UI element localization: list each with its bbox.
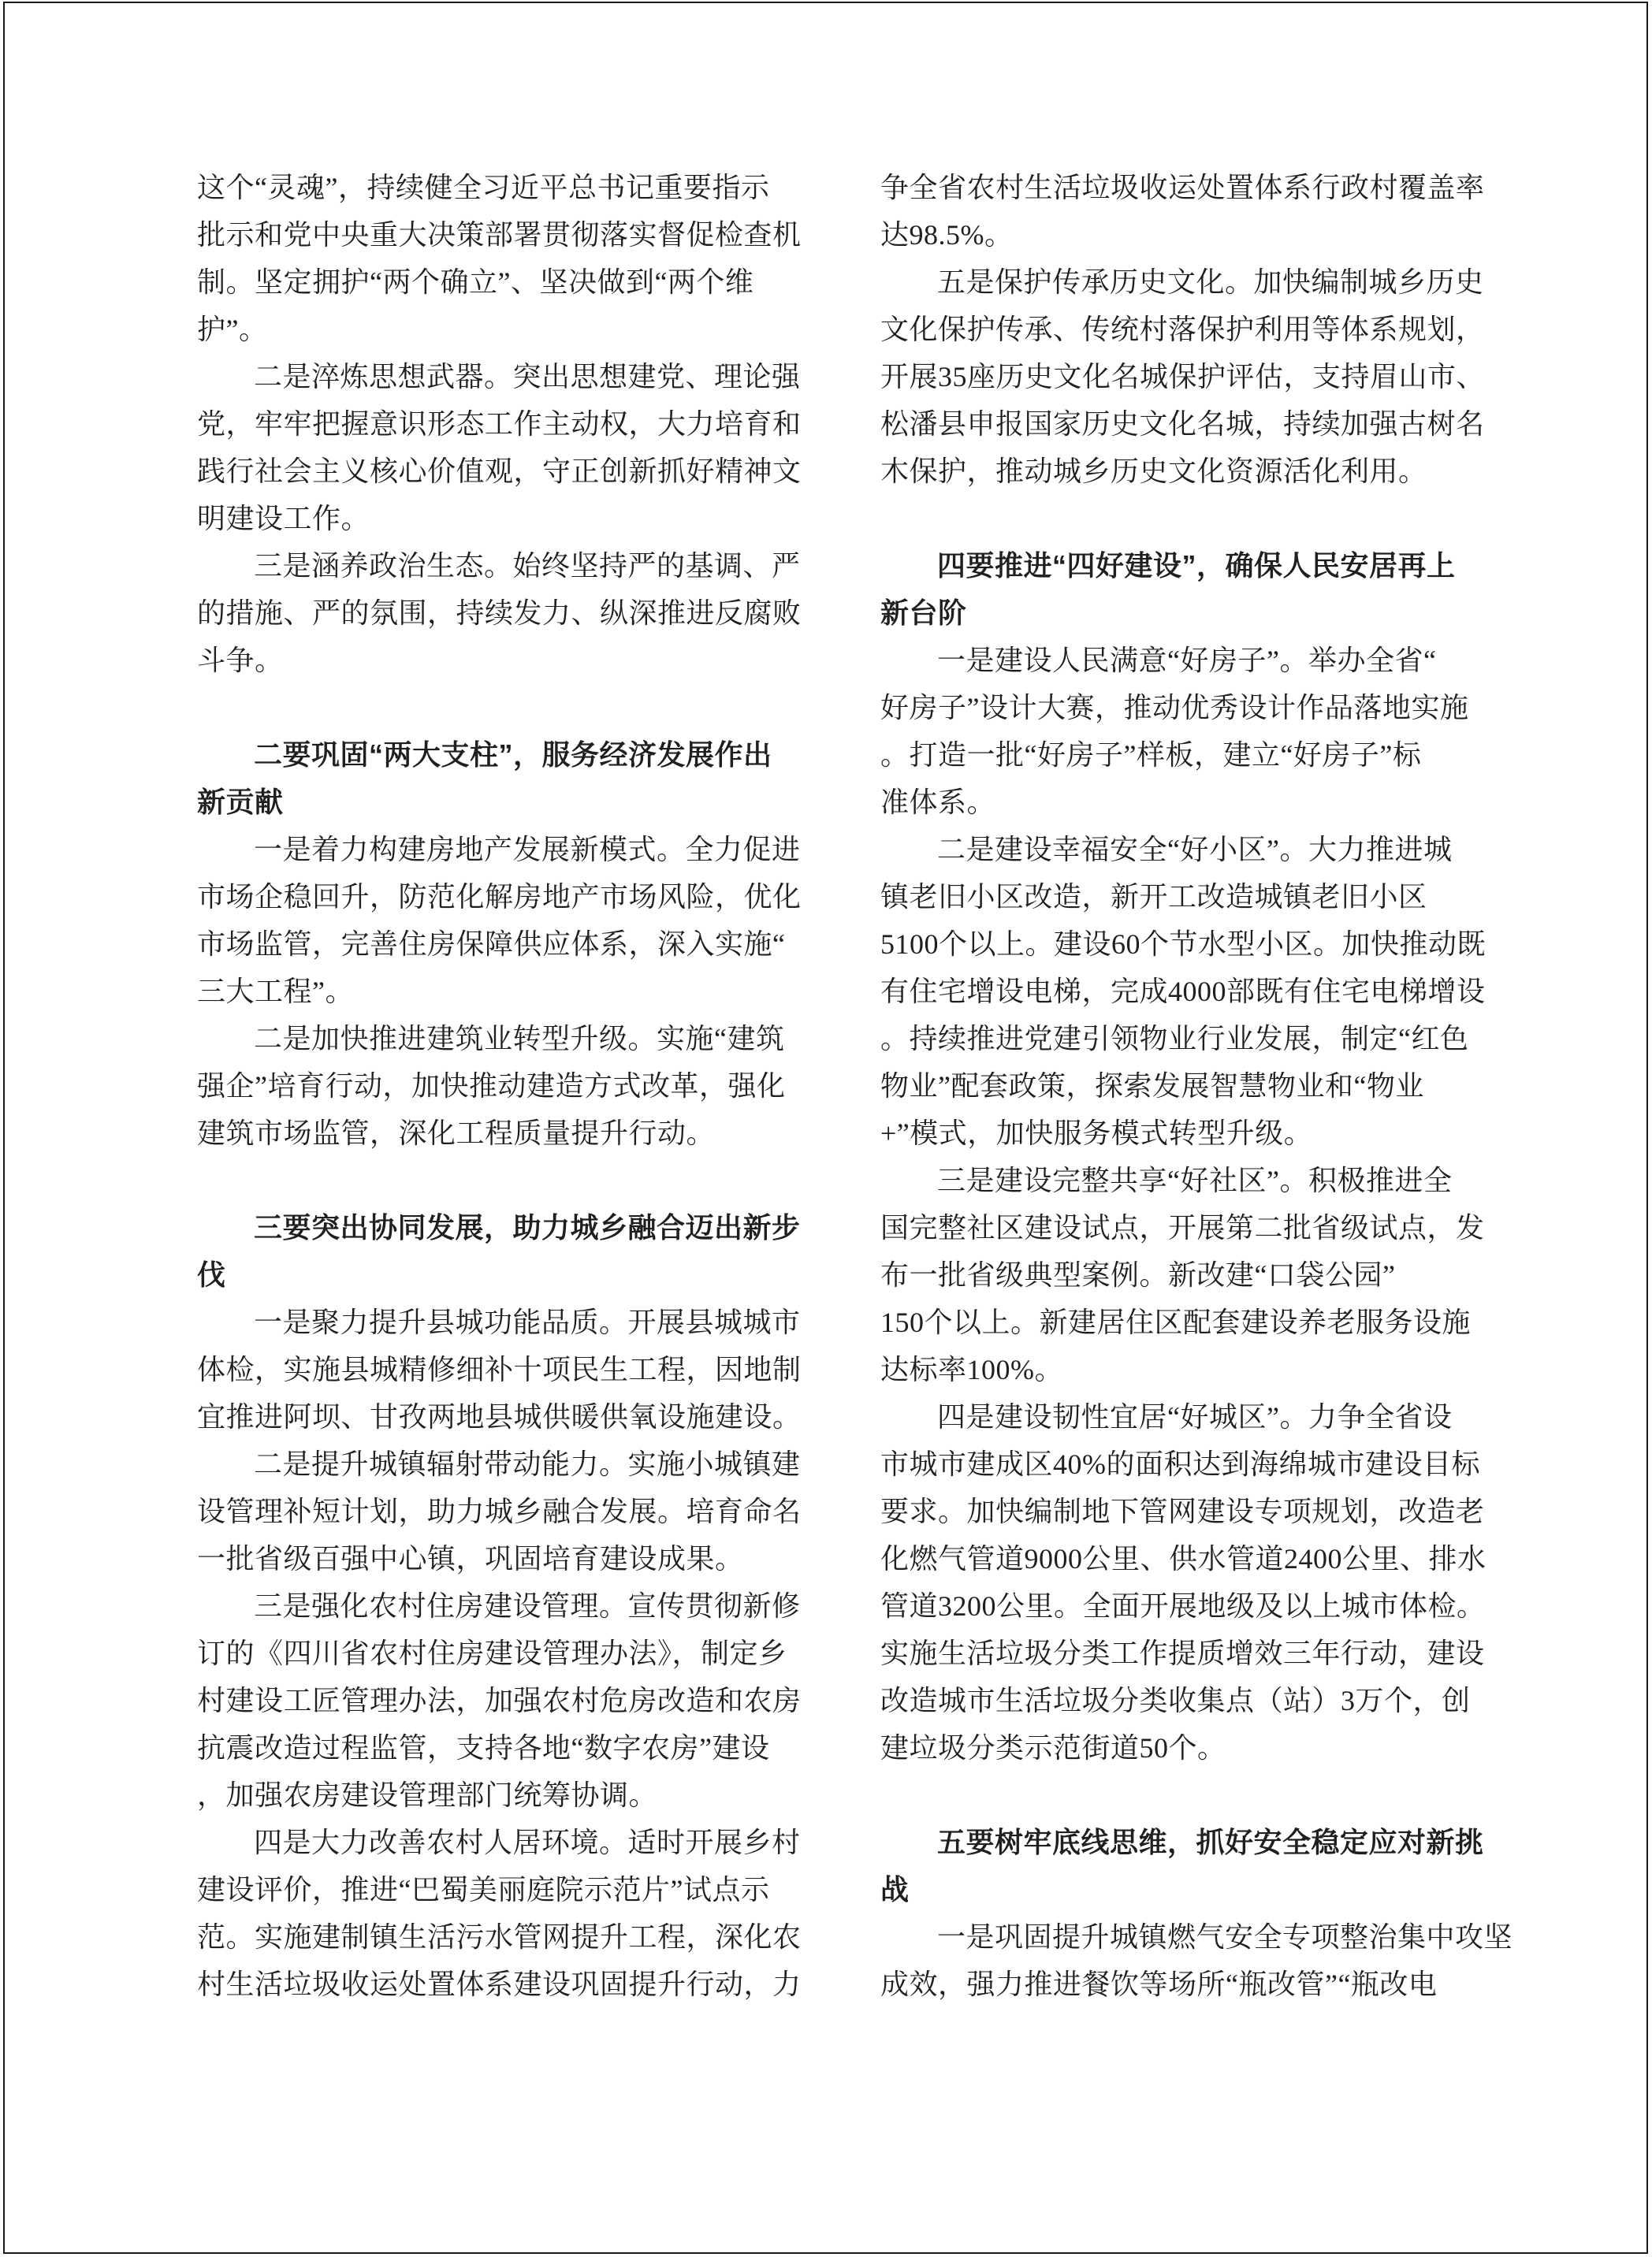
text-line: 一是着力构建房地产发展新模式。全力促进 <box>254 834 801 865</box>
text-line: 践行社会主义核心价值观，守正创新抓好精神文 <box>197 455 802 487</box>
text-line: 实施生活垃圾分类工作提质增效三年行动，建设 <box>880 1638 1485 1669</box>
text-line: 一是巩固提升城镇燃气安全专项整治集中攻坚 <box>937 1921 1513 1953</box>
text-line: 订的《四川省农村住房建设管理办法》，制定乡 <box>197 1638 787 1669</box>
text-line: ，加强农房建设管理部门统筹协调。 <box>197 1779 658 1811</box>
text-line: 村建设工匠管理办法，加强农村危房改造和农房 <box>197 1685 802 1716</box>
section-heading-line: 五要树牢底线思维，抓好安全稳定应对新挑 <box>937 1826 1484 1858</box>
text-line: 好房子”设计大赛，推动优秀设计作品落地实施 <box>880 692 1469 723</box>
text-line: 批示和党中央重大决策部署贯彻落实督促检查机 <box>197 219 802 251</box>
text-line: 护”。 <box>197 314 268 345</box>
text-line: 宜推进阿坝、甘孜两地县城供暖供氧设施建设。 <box>197 1401 802 1433</box>
text-line: 5100个以上。建设60个节水型小区。加快推动既 <box>880 928 1486 960</box>
text-line: 市城市建成区40%的面积达到海绵城市建设目标 <box>880 1448 1480 1480</box>
text-line: 市场监管，完善住房保障供应体系，深入实施“ <box>197 928 786 960</box>
text-line: 设管理补短计划，助力城乡融合发展。培育命名 <box>197 1496 802 1527</box>
text-line: 准体系。 <box>880 786 996 818</box>
section-heading-line: 四要推进“四好建设”，确保人民安居再上 <box>937 549 1456 582</box>
text-line: 成效，强力推进餐饮等场所“瓶改管”“瓶改电 <box>880 1969 1438 2000</box>
text-line: 三大工程”。 <box>197 976 354 1007</box>
text-line: 要求。加快编制地下管网建设专项规划，改造老 <box>880 1496 1485 1527</box>
text-line: 改造城市生活垃圾分类收集点（站）3万个，创 <box>880 1685 1471 1716</box>
blank-line <box>880 1772 1470 1819</box>
text-line: 三是涵养政治生态。始终坚持严的基调、严 <box>254 550 801 582</box>
text-line: 一是聚力提升县城功能品质。开展县城城市 <box>254 1307 801 1338</box>
text-line: 这个“灵魂”，持续健全习近平总书记重要指示 <box>197 172 770 203</box>
text-line: 国完整社区建设试点，开展第二批省级试点，发 <box>880 1212 1485 1244</box>
text-line: 松潘县申报国家历史文化名城，持续加强古树名 <box>880 408 1485 440</box>
text-line: 布一批省级典型案例。新改建“口袋公园” <box>880 1259 1396 1291</box>
text-line: 文化保护传承、传统村落保护利用等体系规划， <box>880 314 1485 345</box>
text-line: 体检，实施县城精修细补十项民生工程，因地制 <box>197 1354 802 1385</box>
text-line: 市场企稳回升，防范化解房地产市场风险，优化 <box>197 881 802 913</box>
section-heading-line: 二要巩固“两大支柱”，服务经济发展作出 <box>254 738 772 771</box>
text-line: 化燃气管道9000公里、供水管道2400公里、排水 <box>880 1543 1486 1575</box>
text-line: 一是建设人民满意“好房子”。举办全省“ <box>937 645 1437 676</box>
text-line: 达标率100%。 <box>880 1354 1063 1385</box>
text-line: 四是建设韧性宜居“好城区”。力争全省设 <box>937 1401 1453 1433</box>
text-line: 达98.5%。 <box>880 219 1014 251</box>
section-heading-line: 三要突出协同发展，助力城乡融合迈出新步 <box>254 1211 801 1244</box>
blank-line <box>197 684 787 731</box>
text-line: 二是提升城镇辐射带动能力。实施小城镇建 <box>254 1448 801 1480</box>
text-line: 管道3200公里。全面开展地级及以上城市体检。 <box>880 1590 1486 1622</box>
text-line: 二是淬炼思想武器。突出思想建党、理论强 <box>254 361 801 392</box>
blank-line <box>880 495 1470 542</box>
text-line: 争全省农村生活垃圾收运处置体系行政村覆盖率 <box>880 172 1485 203</box>
left-column <box>197 164 802 2008</box>
text-line: 强企”培育行动，加快推动建造方式改革，强化 <box>197 1070 786 1102</box>
text-line: 。打造一批“好房子”样板，建立“好房子”标 <box>880 739 1422 771</box>
text-line: 镇老旧小区改造，新开工改造城镇老旧小区 <box>880 881 1427 913</box>
text-line: 二是建设幸福安全“好小区”。大力推进城 <box>937 834 1453 865</box>
text-line: 物业”配套政策，探索发展智慧物业和“物业 <box>880 1070 1424 1102</box>
text-line: 抗震改造过程监管，支持各地“数字农房”建设 <box>197 1732 770 1764</box>
text-line: 150个以上。新建居住区配套建设养老服务设施 <box>880 1307 1472 1338</box>
text-line: 建设评价，推进“巴蜀美丽庭院示范片”试点示 <box>197 1874 770 1906</box>
text-line: 五是保护传承历史文化。加快编制城乡历史 <box>937 266 1484 298</box>
text-line: 一批省级百强中心镇，巩固培育建设成果。 <box>197 1543 744 1575</box>
blank-line <box>197 1157 787 1204</box>
text-line: 开展35座历史文化名城保护评估，支持眉山市、 <box>880 361 1486 392</box>
text-line: 三是强化农村住房建设管理。宣传贯彻新修 <box>254 1590 801 1622</box>
text-line: +”模式，加快服务模式转型升级。 <box>880 1117 1313 1149</box>
text-line: 木保护，推动城乡历史文化资源活化利用。 <box>880 455 1427 487</box>
text-line: 党，牢牢把握意识形态工作主动权，大力培育和 <box>197 408 802 440</box>
text-line: 三是建设完整共享“好社区”。积极推进全 <box>937 1165 1453 1196</box>
text-line: 村生活垃圾收运处置体系建设巩固提升行动，力 <box>197 1969 802 2000</box>
text-line: 建垃圾分类示范街道50个。 <box>880 1732 1226 1764</box>
text-line: 制。坚定拥护“两个确立”、坚决做到“两个维 <box>197 266 754 298</box>
text-line: 斗争。 <box>197 645 284 676</box>
section-heading-line: 战 <box>880 1873 910 1906</box>
right-column <box>880 164 1513 2008</box>
text-line: 四是大力改善农村人居环境。适时开展乡村 <box>254 1827 801 1858</box>
text-line: 有住宅增设电梯，完成4000部既有住宅电梯增设 <box>880 976 1486 1007</box>
text-line: 明建设工作。 <box>197 503 370 534</box>
text-line: 。持续推进党建引领物业行业发展，制定“红色 <box>880 1023 1469 1054</box>
section-heading-line: 新贡献 <box>197 786 284 818</box>
section-heading-line: 伐 <box>197 1259 226 1291</box>
text-line: 二是加快推进建筑业转型升级。实施“建筑 <box>254 1023 785 1054</box>
text-line: 建筑市场监管，深化工程质量提升行动。 <box>197 1117 716 1149</box>
section-heading-line: 新台阶 <box>880 597 967 629</box>
text-line: 的措施、严的氛围，持续发力、纵深推进反腐败 <box>197 597 802 629</box>
text-line: 范。实施建制镇生活污水管网提升工程，深化农 <box>197 1921 802 1953</box>
